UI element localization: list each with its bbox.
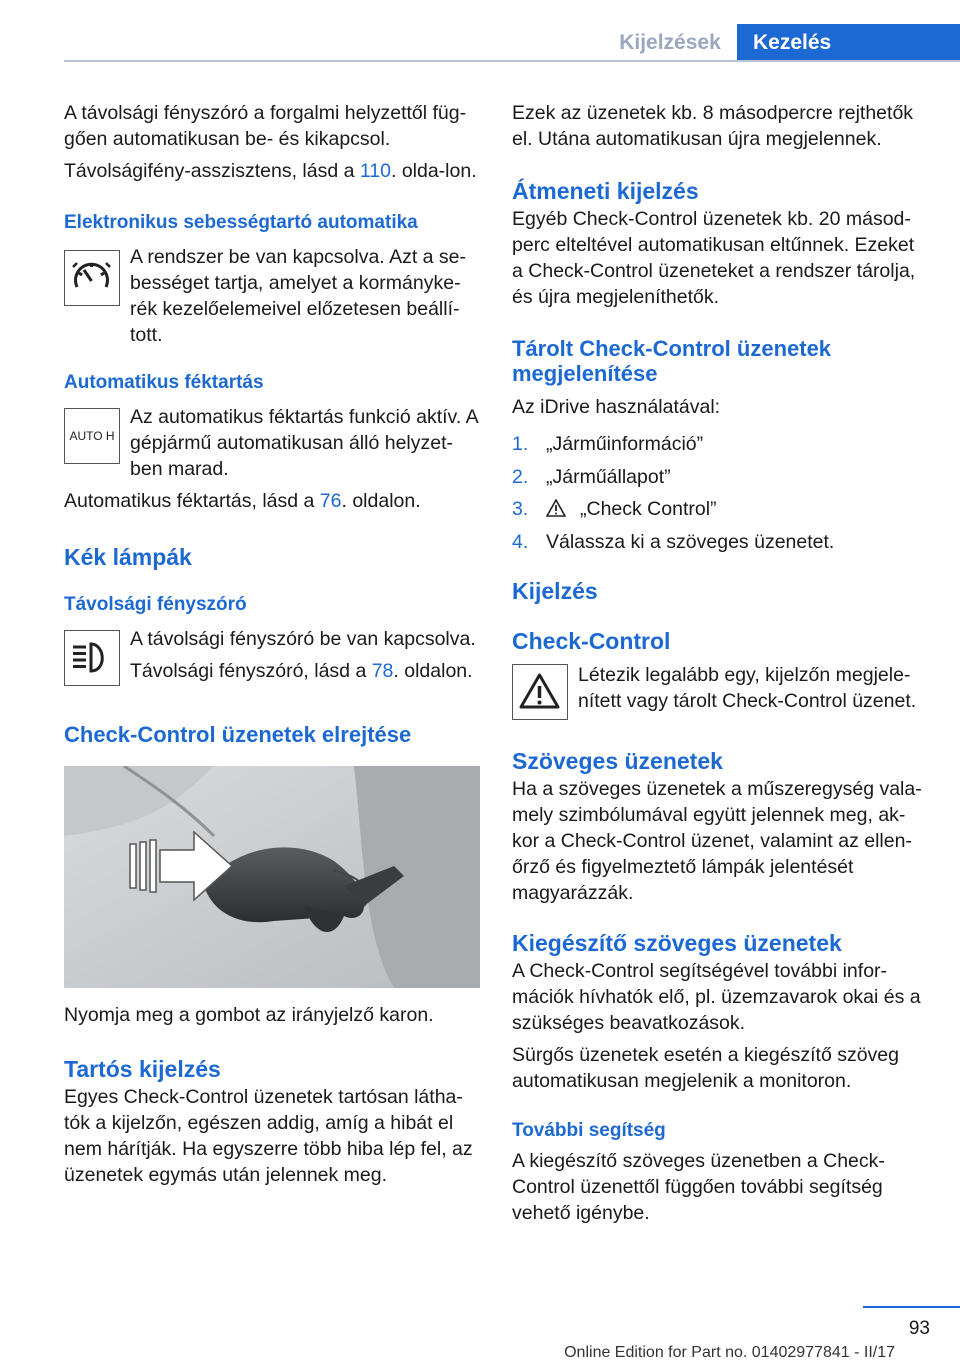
text-messages-text: Ha a szöveges üzenetek a műszeregység vala-mely szimbólumával együtt jelennek meg, ak-kor a Check-Control üzenet, valamint az ellen-őrző és figyelmeztető lámpák jelentését magyarázzák.	[512, 778, 922, 904]
warning-triangle-small-icon	[546, 493, 568, 526]
heading-blue-lamps: Kék lámpák	[64, 544, 192, 570]
auto-hold-icon-label: AUTO H	[69, 429, 115, 443]
right-column	[512, 100, 928, 1226]
left-column	[64, 100, 480, 1188]
auto-hold-text: Az automatikus féktartás funkció aktív. A gépjármű automatikusan álló helyzet-ben marad.	[130, 406, 478, 480]
page-number: 93	[908, 1318, 930, 1339]
heading-cruise-control: Elektronikus sebességtartó automatika	[64, 212, 418, 233]
header-rule	[64, 60, 960, 62]
turn-signal-lever-photo	[64, 766, 480, 988]
check-control-text: Létezik legalább egy, kijelzőn megjele-nített vagy tárolt Check-Control üzenet.	[578, 664, 917, 712]
list-item: 3. „Check Control”	[512, 493, 928, 526]
high-beam-ref: Távolsági fényszóró, lásd a 78. oldalon.	[130, 660, 473, 682]
steps-list	[512, 428, 928, 558]
heading-check-control: Check-Control	[512, 628, 671, 654]
heading-stored-messages: Tárolt Check-Control üzenetek megjelenítése	[512, 336, 832, 386]
header-tab-display: Kijelzések	[619, 31, 721, 54]
high-beam-text: A távolsági fényszóró be van kapcsolva.	[130, 628, 476, 650]
heading-additional-messages: Kiegészítő szöveges üzenetek	[512, 930, 842, 956]
speedometer-icon	[64, 250, 120, 306]
heading-high-beam: Távolsági fényszóró	[64, 594, 247, 615]
warning-triangle-icon	[512, 664, 568, 720]
hide-duration-text: Ezek az üzenetek kb. 8 másodpercre rejthetők el. Utána automatikusan újra megjelennek.	[512, 102, 914, 150]
edition-line: Online Edition for Part no. 01402977841 - II/17	[564, 1344, 895, 1361]
footer-rule	[863, 1306, 960, 1308]
list-item: 2. „Járműállapot”	[512, 465, 671, 488]
check-control-block	[512, 662, 928, 722]
photo-caption: Nyomja meg a gombot az irányjelző karon.	[64, 1004, 434, 1026]
permanent-display-text: Egyes Check-Control üzenetek tartósan látha-tók a kijelzőn, egészen addig, amíg a hibát el nem hárítják. Ha egyszerre több hiba lép fel, az üzenetek egymás után jelennek meg.	[64, 1086, 473, 1186]
urgent-messages-text: Sürgős üzenetek esetén a kiegészítő szöveg automatikusan megjelenik a monitoron.	[512, 1044, 899, 1092]
temporary-display-text: Egyéb Check-Control üzenetek kb. 20 másod-perc elteltével automatikusan eltűnnek. Ezeket a Check-Control üzeneteket a rendszer tárolja, és újra megjeleníthetők.	[512, 208, 916, 308]
header-tab-operation: Kezelés	[737, 24, 960, 62]
heading-auto-hold: Automatikus féktartás	[64, 372, 264, 393]
page-link-78[interactable]: 78	[371, 660, 394, 682]
high-beam-icon	[64, 630, 120, 686]
heading-hide-check-control: Check-Control üzenetek elrejtése	[64, 722, 412, 747]
heading-temporary-display: Átmeneti kijelzés	[512, 178, 699, 204]
auto-hold-ref: Automatikus féktartás, lásd a 76. oldalon.	[64, 490, 421, 512]
heading-display: Kijelzés	[512, 578, 598, 604]
stored-intro: Az iDrive használatával:	[512, 396, 721, 418]
cruise-control-text: A rendszer be van kapcsolva. Azt a se-bességet tartja, amelyet a kormányke-rék kezelőelemeivel előzetesen beállí-tott.	[130, 246, 467, 346]
list-item: 1. „Járműinformáció”	[512, 433, 704, 455]
page-link-76[interactable]: 76	[319, 490, 342, 512]
high-beam-block	[64, 626, 480, 686]
cruise-control-block	[64, 244, 480, 348]
heading-permanent-display: Tartós kijelzés	[64, 1056, 221, 1082]
page-link-110[interactable]: 110	[359, 160, 391, 182]
highbeam-auto-text: A távolsági fényszóró a forgalmi helyzettől füg-gően automatikusan be- és kikapcsol.	[64, 102, 467, 150]
auto-hold-block	[64, 404, 480, 482]
additional-messages-text: A Check-Control segítségével további infor-mációk hívhatók elő, pl. üzemzavarok okai és a szükséges beavatkozások.	[512, 960, 921, 1034]
list-item: 4. Válassza ki a szöveges üzenetet.	[512, 530, 835, 553]
heading-further-help: További segítség	[512, 1120, 666, 1141]
further-help-text: A kiegészítő szöveges üzenetben a Check-Control üzenettől függően további segítség vehető igénybe.	[512, 1150, 885, 1224]
auto-hold-icon	[64, 408, 120, 464]
highbeam-assistant-ref: Távolságifény-asszisztens, lásd a 110. olda-lon.	[64, 160, 477, 182]
heading-text-messages: Szöveges üzenetek	[512, 748, 723, 774]
